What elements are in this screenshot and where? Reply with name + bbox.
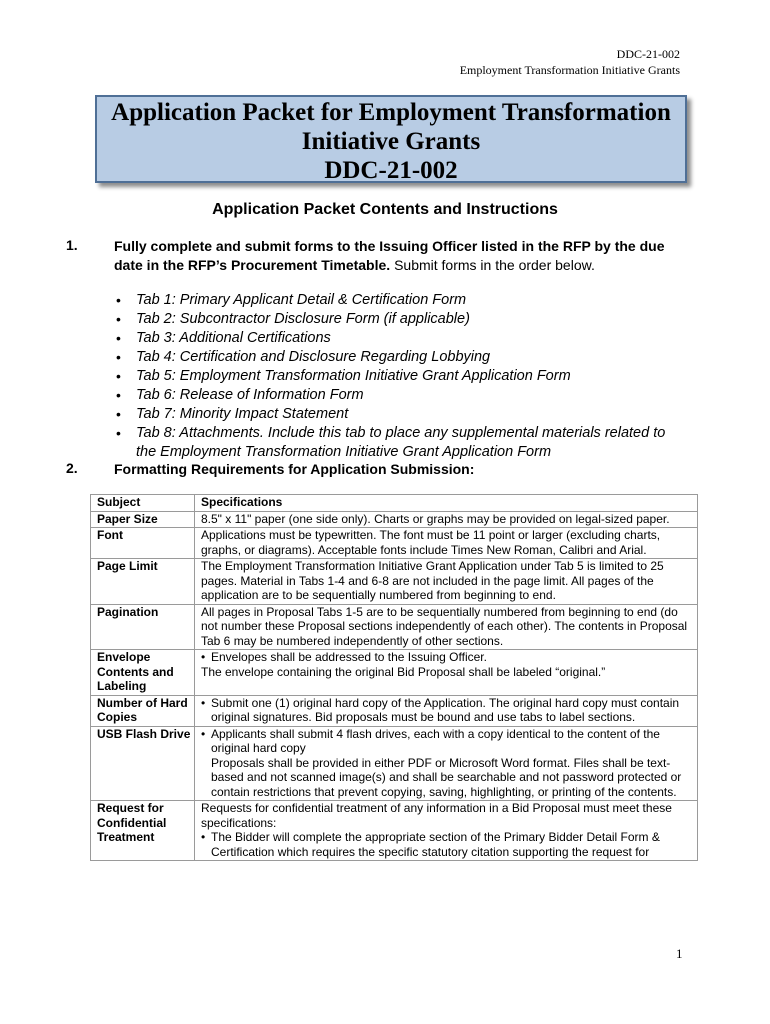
table-row	[91, 528, 698, 559]
row-spec	[195, 695, 698, 726]
list-item: • Tab 5: Employment Transformation Initiative Grant Application Form	[114, 367, 674, 386]
row-spec: All pages in Proposal Tabs 1-5 are to be sequentially numbered from beginning to end (do not number these Proposal sections independently of each other). The contents in Proposal Tab 6 may be numbered independently of other sections.	[195, 604, 698, 650]
spec-bullet: • Submit one (1) original hard copy of the Application. The original hard copy must contain original signatures. Bid proposals must be bound and use tabs to label sections.	[201, 696, 694, 725]
spec-bullet: • Envelopes shall be addressed to the Issuing Officer.	[201, 650, 694, 665]
table-row	[91, 559, 698, 605]
table-row	[91, 604, 698, 650]
spec-bullet: • The Bidder will complete the appropriate section of the Primary Bidder Detail Form & Certification which requires the specific statutory citation supporting the request for	[201, 830, 694, 859]
row-spec	[195, 726, 698, 801]
title-box	[95, 95, 687, 183]
running-header	[460, 46, 680, 78]
header-doc-name: Employment Transformation Initiative Grants	[459, 63, 680, 77]
row-spec	[195, 650, 698, 696]
row-subject: Pagination	[91, 604, 195, 650]
table-header-row	[91, 495, 698, 512]
row-subject: USB Flash Drive	[91, 726, 195, 801]
spec-text: The envelope containing the original Bid Proposal shall be labeled “original.”	[201, 664, 606, 679]
title-line-1: Application Packet for Employment Transformation	[111, 99, 671, 126]
row-subject: Font	[91, 528, 195, 559]
spec-text: Requests for confidential treatment of any information in a Bid Proposal must meet these specifications:	[201, 801, 672, 830]
table-row	[91, 511, 698, 528]
table-row	[91, 801, 698, 861]
list-item: • Tab 3: Additional Certifications	[114, 329, 674, 348]
row-subject: Number of Hard Copies	[91, 695, 195, 726]
table-row	[91, 695, 698, 726]
column-header-specifications: Specifications	[195, 495, 698, 512]
list-item: • Tab 4: Certification and Disclosure Regarding Lobbying	[114, 348, 674, 367]
header-doc-id: DDC-21-002	[616, 47, 680, 61]
page-number: 1	[676, 946, 683, 961]
title-line-2: Initiative Grants	[301, 128, 481, 155]
spec-bullet: • Applicants shall submit 4 flash drives, each with a copy identical to the content of the original hard copy	[201, 727, 694, 756]
list-item: • Tab 2: Subcontractor Disclosure Form (if applicable)	[114, 310, 674, 329]
tab-list	[114, 291, 674, 462]
row-spec: Applications must be typewritten. The font must be 11 point or larger (excluding charts, graphs, or diagrams). Acceptable fonts include Times New Roman, Calibri and Arial.	[195, 528, 698, 559]
list-item: • Tab 7: Minority Impact Statement	[114, 405, 674, 424]
table-row	[91, 650, 698, 696]
row-subject: Envelope Contents and Labeling	[91, 650, 195, 696]
item-2-number: 2.	[66, 460, 78, 476]
item-1-text	[114, 237, 674, 275]
section-heading: Application Packet Contents and Instructions	[212, 201, 558, 218]
list-item: • Tab 8: Attachments. Include this tab to place any supplemental materials related to the Employment Transformation Initiative Grant Application Form	[114, 424, 674, 462]
row-spec	[195, 801, 698, 861]
item-1-plain-text: Submit forms in the order below.	[390, 257, 595, 273]
title-line-3: DDC-21-002	[324, 157, 458, 184]
row-spec: The Employment Transformation Initiative Grant Application under Tab 5 is limited to 25 pages. Material in Tabs 1-4 and 6-8 are not included in the page limit. All pages of the application are to be sequentially numbered from beginning to end.	[195, 559, 698, 605]
item-2-text: Formatting Requirements for Application Submission:	[114, 461, 475, 477]
list-item: • Tab 1: Primary Applicant Detail & Certification Form	[114, 291, 674, 310]
row-subject: Page Limit	[91, 559, 195, 605]
row-spec: 8.5" x 11" paper (one side only). Charts or graphs may be provided on legal-sized paper.	[195, 511, 698, 528]
column-header-subject: Subject	[91, 495, 195, 512]
list-item: • Tab 6: Release of Information Form	[114, 386, 674, 405]
table-row	[91, 726, 698, 801]
row-subject: Request for Confidential Treatment	[91, 801, 195, 861]
row-subject: Paper Size	[91, 511, 195, 528]
spec-text: Proposals shall be provided in either PDF or Microsoft Word format. Files shall be text-based and not scanned image(s) and shall be searchable and not password protected or contain restrictions that prevent copying, saving, highlighting, or printing of the contents.	[211, 755, 682, 799]
formatting-requirements-table	[90, 494, 698, 861]
item-1-number: 1.	[66, 237, 78, 253]
item-1-bold-text: Fully complete and submit forms to the Issuing Officer listed in the RFP by the due date in the RFP’s Procurement Timetable.	[114, 238, 665, 273]
